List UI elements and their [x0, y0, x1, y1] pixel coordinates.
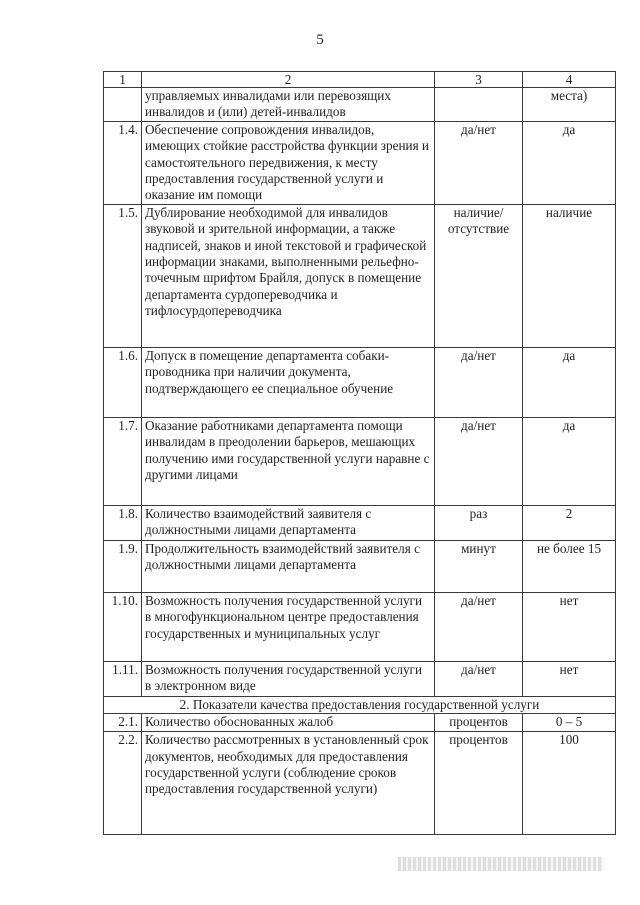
indicator-description: Количество рассмотренных в установленный срок документов, необходимых для предоставления государственной услуги (соблюдение сроков предоставления государственной услуги)	[142, 732, 435, 835]
column-number-cell: 1	[104, 72, 142, 88]
indicator-description: Продолжительность взаимодействий заявителя с должностными лицами департамента	[142, 540, 435, 592]
section-2-title: 2. Показатели качества предоставления государственной услуги	[104, 696, 616, 713]
value-cell: места)	[523, 88, 616, 122]
unit-cell	[435, 88, 523, 122]
row-number	[104, 88, 142, 122]
table-row	[104, 661, 616, 696]
unit-cell: процентов	[435, 732, 523, 835]
indicators-table	[103, 71, 616, 835]
indicator-description: Оказание работниками департамента помощи инвалидам в преодолении барьеров, мешающих получению ими государственной услуги наравне с другими лицами	[142, 417, 435, 505]
unit-cell: минут	[435, 540, 523, 592]
value-cell: не более 15	[523, 540, 616, 592]
column-number-cell: 4	[523, 72, 616, 88]
unit-cell: да/нет	[435, 347, 523, 417]
column-number-cell: 3	[435, 72, 523, 88]
indicator-description: Обеспечение сопровождения инвалидов, имеющих стойкие расстройства функции зрения и самостоятельного передвижения, к месту предоставления государственной услуги и оказание им помощи	[142, 121, 435, 204]
faded-stamp-mark	[398, 857, 603, 871]
value-cell: 2	[523, 505, 616, 540]
unit-cell: процентов	[435, 714, 523, 732]
value-cell: да	[523, 417, 616, 505]
table-row	[104, 347, 616, 417]
table-row	[104, 204, 616, 347]
table-row	[104, 732, 616, 835]
row-number: 2.2.	[104, 732, 142, 835]
indicator-description: управляемых инвалидами или перевозящих инвалидов и (или) детей-инвалидов	[142, 88, 435, 122]
row-number: 1.6.	[104, 347, 142, 417]
value-cell: да	[523, 121, 616, 204]
value-cell: 0 – 5	[523, 714, 616, 732]
indicator-description: Количество обоснованных жалоб	[142, 714, 435, 732]
indicator-description: Допуск в помещение департамента собаки-проводника при наличии документа, подтверждающего ее специальное обучение	[142, 347, 435, 417]
table-row	[104, 714, 616, 732]
row-number: 1.7.	[104, 417, 142, 505]
indicator-description: Возможность получения государственной услуги в многофункциональном центре предоставления государственных и муниципальных услуг	[142, 592, 435, 661]
table-row	[104, 121, 616, 204]
unit-cell: да/нет	[435, 592, 523, 661]
indicator-description: Дублирование необходимой для инвалидов звуковой и зрительной информации, а также надписей, знаков и иной текстовой и графической информации знаками, выполненными рельефно-точечным шрифтом Брайля, допуск в помещение департамента сурдопереводчика и тифлосурдопереводчика	[142, 204, 435, 347]
value-cell: да	[523, 347, 616, 417]
value-cell: нет	[523, 592, 616, 661]
indicator-description: Возможность получения государственной услуги в электронном виде	[142, 661, 435, 696]
row-number: 2.1.	[104, 714, 142, 732]
value-cell: наличие	[523, 204, 616, 347]
value-cell: нет	[523, 661, 616, 696]
row-number: 1.11.	[104, 661, 142, 696]
column-number-cell: 2	[142, 72, 435, 88]
row-number: 1.10.	[104, 592, 142, 661]
unit-cell: раз	[435, 505, 523, 540]
table-row	[104, 417, 616, 505]
section-header-row	[104, 696, 616, 713]
table-row	[104, 505, 616, 540]
table-row	[104, 592, 616, 661]
table-row	[104, 88, 616, 122]
row-number: 1.8.	[104, 505, 142, 540]
unit-cell: да/нет	[435, 417, 523, 505]
value-cell: 100	[523, 732, 616, 835]
column-number-row	[104, 72, 616, 88]
unit-cell: наличие/ отсутствие	[435, 204, 523, 347]
row-number: 1.9.	[104, 540, 142, 592]
indicator-description: Количество взаимодействий заявителя с должностными лицами департамента	[142, 505, 435, 540]
unit-cell: да/нет	[435, 661, 523, 696]
row-number: 1.5.	[104, 204, 142, 347]
row-number: 1.4.	[104, 121, 142, 204]
table-row	[104, 540, 616, 592]
unit-cell: да/нет	[435, 121, 523, 204]
page-number: 5	[316, 32, 324, 48]
